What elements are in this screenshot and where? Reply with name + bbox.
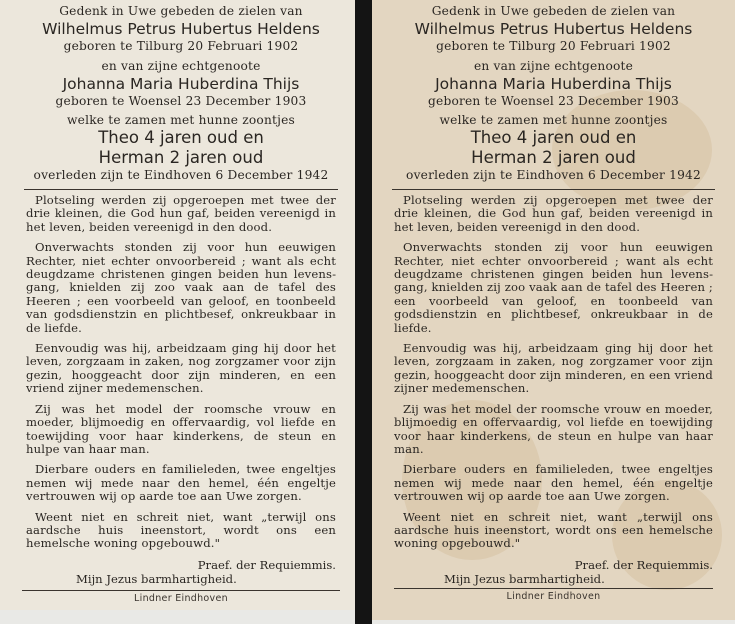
- husband-name: Wilhelmus Petrus Hubertus Heldens: [414, 20, 693, 38]
- son-theo: Theo 4 jaren oud en: [470, 128, 637, 147]
- paragraph: Onverwachts stonden zij voor hun eeuwigen Rechter, niet echter onvoorbereid ; want als echt deugdzame christenen gingen beiden hun levensgang, knielden zij zoo vaak aan de tafel des Heeren ; een voorbeeld van geloof, en toonbeeld van godsdienstzin en plichtbesef, onkreukbaar in de liefde.: [394, 240, 713, 335]
- sons-intro: welke te zamen met hunne zoontjes: [439, 113, 668, 127]
- paragraph: Eenvoudig was hij, arbeidzaam ging hij door het leven, zorgzaam in zaken, nog zorgzamer voor zijn gezin, hooggeacht door zijn minderen, en een vriend zijner medemenschen.: [394, 341, 713, 396]
- signature-prayer: Mijn Jezus barmhartigheid.: [444, 571, 605, 586]
- card-header: [394, 4, 713, 183]
- paragraph: Dierbare ouders en familieleden, twee engeltjes nemen wij mede naar den hemel, één engeltje vertrouwen wij op aarde toe aan Uwe zorgen.: [26, 462, 336, 504]
- paragraph: Zij was het model der roomsche vrouw en moeder, blijmoedig en offervaardig, vol liefde en toewijding voor haar kinderkens, de steun en hulpe van haar man.: [26, 401, 336, 456]
- wife-name: Johanna Maria Huberdina Thijs: [435, 75, 672, 93]
- printer-credit: Lindner Eindhoven: [506, 591, 601, 602]
- memorial-card-right: [372, 0, 735, 620]
- scan-gap: [355, 0, 372, 624]
- wife-birth: geboren te Woensel 23 December 1903: [428, 94, 679, 108]
- signature-requiem: Praef. der Requiemmis.: [197, 557, 336, 572]
- paragraph: Plotseling werden zij opgeroepen met twee der drie kleinen, die God hun gaf, beiden vereenigd in het leven, beiden vereenigd in den dood.: [26, 193, 336, 234]
- signature-requiem: Praef. der Requiemmis.: [574, 557, 713, 572]
- husband-birth: geboren te Tilburg 20 Februari 1902: [436, 39, 671, 53]
- son-herman: Herman 2 jaren oud: [471, 148, 636, 167]
- wife-intro: en van zijne echtgenoote: [473, 59, 634, 73]
- death-line: overleden zijn te Eindhoven 6 December 1942: [33, 168, 329, 182]
- wife-intro: en van zijne echtgenoote: [101, 59, 261, 73]
- paragraph: Plotseling werden zij opgeroepen met twee der drie kleinen, die God hun gaf, beiden vereenigd in het leven, beiden vereenigd in den dood.: [394, 193, 713, 234]
- card-header: [26, 4, 336, 183]
- header-divider: [24, 189, 338, 190]
- death-line: overleden zijn te Eindhoven 6 December 1942: [406, 168, 701, 182]
- header-intro: Gedenk in Uwe gebeden de zielen van: [431, 4, 676, 18]
- paragraph: Eenvoudig was hij, arbeidzaam ging hij door het leven, zorgzaam in zaken, nog zorgzamer voor zijn gezin, hooggeacht door zijn minderen, en een vriend zijner medemenschen.: [26, 341, 336, 396]
- son-theo: Theo 4 jaren oud en: [98, 128, 264, 147]
- footer-divider: [22, 590, 340, 591]
- header-divider: [392, 189, 715, 190]
- card-content: [394, 4, 713, 586]
- signature-prayer: Mijn Jezus barmhartigheid.: [76, 571, 237, 586]
- paragraph: Weent niet en schreit niet, want „terwijl ons aardsche huis ineenstort, wordt ons een hemelsche woning opgebouwd.": [394, 509, 713, 551]
- wife-name: Johanna Maria Huberdina Thijs: [62, 75, 300, 93]
- header-intro: Gedenk in Uwe gebeden de zielen van: [59, 4, 303, 18]
- memorial-card-left: [0, 0, 362, 610]
- paragraph: Zij was het model der roomsche vrouw en moeder, blijmoedig en offervaardig, vol liefde en toewijding voor haar kinderkens, de steun en hulpe van haar man.: [394, 401, 713, 456]
- wife-birth: geboren te Woensel 23 December 1903: [55, 94, 307, 108]
- paragraph: Dierbare ouders en familieleden, twee engeltjes nemen wij mede naar den hemel, één engeltje vertrouwen wij op aarde toe aan Uwe zorgen.: [394, 462, 713, 504]
- footer-divider: [394, 588, 713, 589]
- husband-birth: geboren te Tilburg 20 Februari 1902: [63, 39, 299, 53]
- paragraph: Weent niet en schreit niet, want „terwijl ons aardsche huis ineenstort, wordt ons een hemelsche woning opgebouwd.": [26, 509, 336, 551]
- card-content: [26, 4, 336, 586]
- sons-intro: welke te zamen met hunne zoontjes: [67, 113, 295, 127]
- husband-name: Wilhelmus Petrus Hubertus Heldens: [42, 20, 320, 38]
- printer-credit: Lindner Eindhoven: [134, 593, 228, 604]
- paragraph: Onverwachts stonden zij voor hun eeuwigen Rechter, niet echter onvoorbereid ; want als echt deugdzame christenen gingen beiden hun levensgang, knielden zij zoo vaak aan de tafel des Heeren ; een voorbeeld van geloof, en toonbeeld van godsdienstzin en plichtbesef, onkreukbaar in de liefde.: [26, 240, 336, 335]
- son-herman: Herman 2 jaren oud: [98, 148, 264, 167]
